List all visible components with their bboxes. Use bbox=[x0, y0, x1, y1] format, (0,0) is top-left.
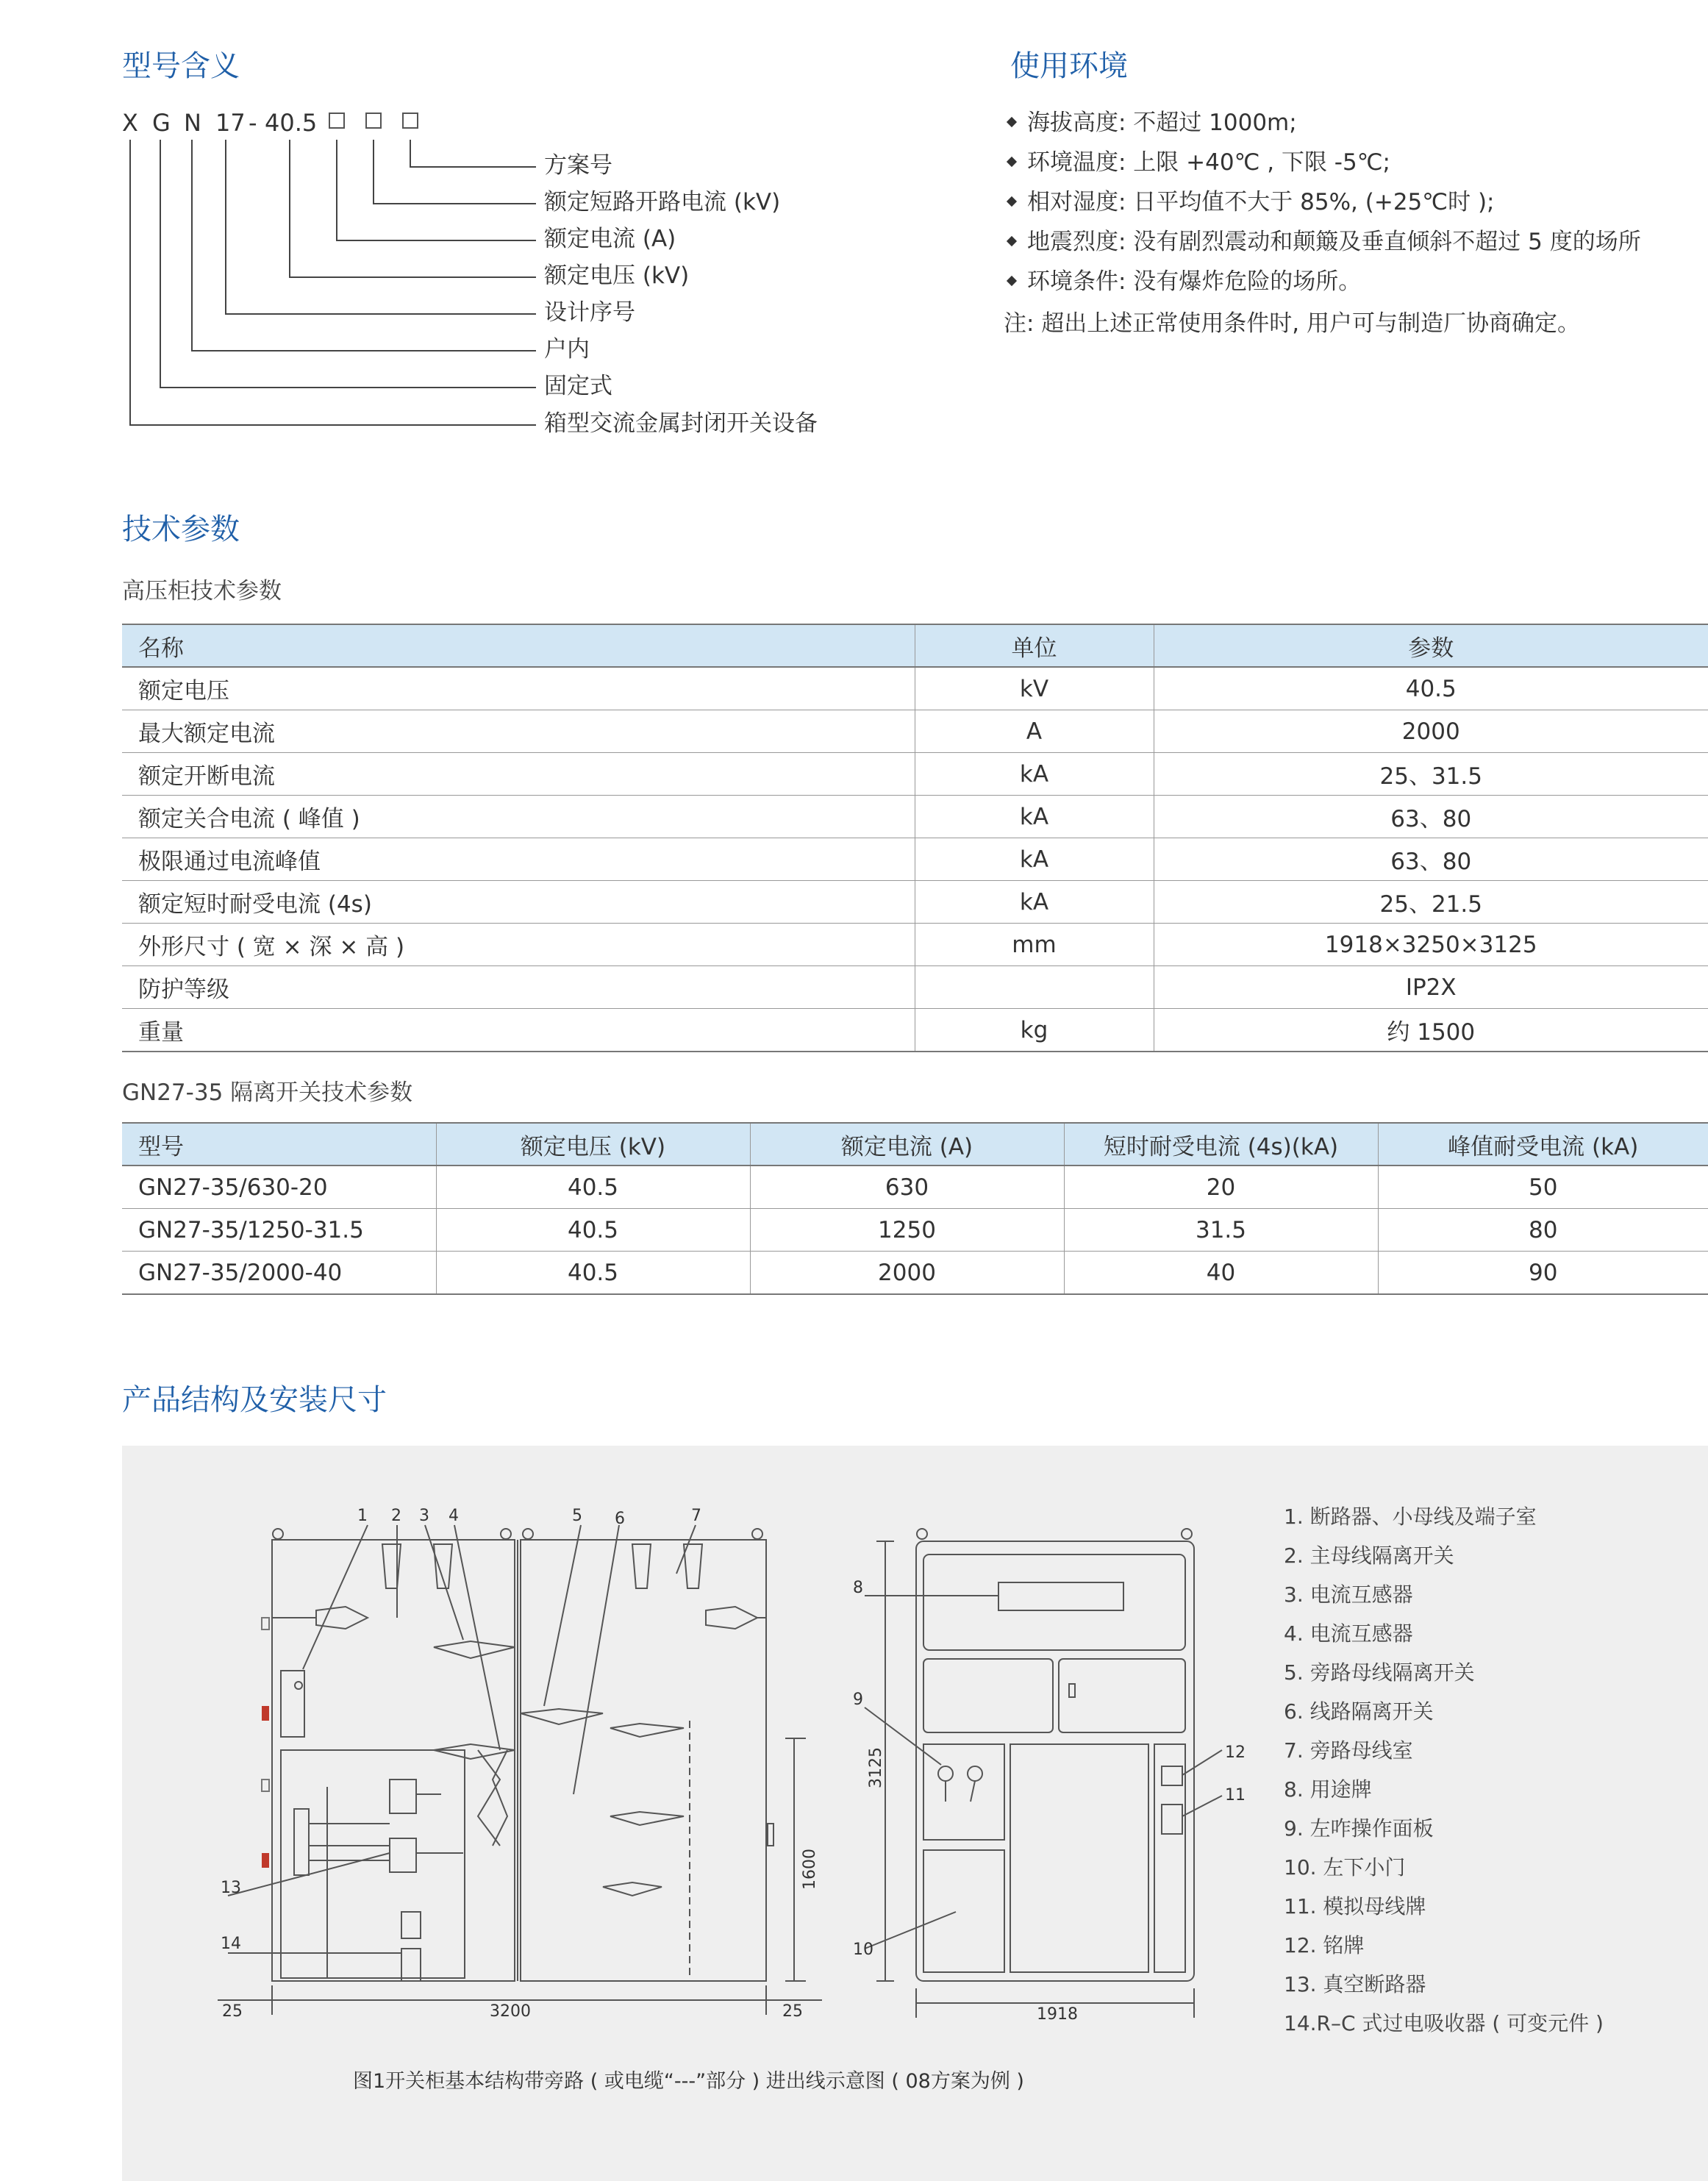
environment-title: 使用环境 bbox=[1010, 49, 1128, 83]
bullet-icon bbox=[1007, 236, 1017, 246]
dim-margin-right: 25 bbox=[782, 2002, 803, 2021]
env-item: 地震烈度: 没有剧烈震动和颠簸及垂直倾斜不超过 5 度的场所 bbox=[1004, 222, 1641, 262]
table-row: 外形尺寸 ( 宽 × 深 × 高 ) mm 1918×3250×3125 bbox=[122, 924, 1708, 966]
code-letter-g: G bbox=[152, 109, 171, 137]
code-voltage: 40.5 bbox=[265, 109, 318, 137]
code-label-voltage: 额定电压 (kV) bbox=[544, 263, 690, 289]
leader-2 bbox=[373, 203, 536, 204]
dim-width-total: 3200 bbox=[490, 2002, 531, 2021]
leader-6 bbox=[191, 350, 536, 351]
callout-13: 13 bbox=[221, 1879, 241, 1897]
table-row: 最大额定电流 A 2000 bbox=[122, 710, 1708, 753]
table-row: 防护等级 IP2X bbox=[122, 966, 1708, 1009]
code-letter-x: X bbox=[122, 109, 138, 137]
dim-height-3125: 3125 bbox=[867, 1747, 885, 1788]
code-line-box3 bbox=[410, 140, 411, 167]
code-box-1 bbox=[329, 113, 345, 129]
header-rated-current: 额定电流 (A) bbox=[750, 1123, 1064, 1166]
dim-margin-left: 25 bbox=[222, 2002, 243, 2021]
callout-6: 6 bbox=[615, 1510, 625, 1528]
code-design-no: 17 bbox=[215, 109, 246, 137]
env-item: 环境条件: 没有爆炸危险的场所。 bbox=[1004, 262, 1641, 301]
callout-12: 12 bbox=[1225, 1743, 1246, 1762]
structure-title: 产品结构及安装尺寸 bbox=[122, 1383, 387, 1417]
header-name: 名称 bbox=[122, 624, 915, 667]
bullet-icon bbox=[1007, 117, 1017, 127]
header-model: 型号 bbox=[122, 1123, 436, 1166]
code-label-design-no: 设计序号 bbox=[544, 299, 635, 326]
legend-item: 1. 断路器、小母线及端子室 bbox=[1284, 1504, 1537, 1529]
table-row: 极限通过电流峰值 kA 63、80 bbox=[122, 838, 1708, 881]
legend-item: 13. 真空断路器 bbox=[1284, 1972, 1426, 1996]
tech-params-title: 技术参数 bbox=[122, 513, 240, 546]
callout-9: 9 bbox=[853, 1691, 863, 1709]
legend-item: 6. 线路隔离开关 bbox=[1284, 1699, 1434, 1724]
hv-table-title: 高压柜技术参数 bbox=[122, 578, 282, 604]
code-label-short-circuit: 额定短路开路电流 (kV) bbox=[544, 189, 781, 215]
callout-11: 11 bbox=[1225, 1786, 1246, 1805]
leader-5 bbox=[225, 313, 536, 315]
figure-caption: 图1开关柜基本结构带旁路 ( 或电缆“---”部分 ) 进出线示意图 ( 08方案为例 ) bbox=[353, 2070, 1024, 2093]
header-peak-current: 峰值耐受电流 (kA) bbox=[1378, 1123, 1708, 1166]
legend-item: 2. 主母线隔离开关 bbox=[1284, 1543, 1454, 1568]
code-line-x bbox=[129, 140, 131, 425]
leader-1 bbox=[410, 166, 536, 168]
table-header-row bbox=[122, 1123, 1708, 1166]
env-item: 相对湿度: 日平均值不大于 85%, (+25℃时 ); bbox=[1004, 182, 1641, 222]
callout-4: 4 bbox=[449, 1507, 459, 1525]
dim-height-1600: 1600 bbox=[801, 1849, 819, 1890]
table-row: 额定关合电流 ( 峰值 ) kA 63、80 bbox=[122, 796, 1708, 838]
code-line-design bbox=[225, 140, 226, 314]
code-label-indoor: 户内 bbox=[544, 336, 590, 363]
table-row: GN27-35/1250-31.5 40.5 1250 31.5 80 bbox=[122, 1209, 1708, 1252]
leader-4 bbox=[289, 276, 536, 278]
header-param: 参数 bbox=[1154, 624, 1708, 667]
left-cabinet-outline bbox=[272, 1540, 515, 1981]
code-line-voltage bbox=[289, 140, 290, 277]
legend-item: 5. 旁路母线隔离开关 bbox=[1284, 1660, 1475, 1685]
bullet-icon bbox=[1007, 276, 1017, 286]
callout-7: 7 bbox=[691, 1507, 701, 1525]
leader-8 bbox=[129, 424, 536, 426]
code-label-fixed: 固定式 bbox=[544, 373, 612, 399]
env-item: 环境温度: 上限 +40℃ , 下限 -5℃; bbox=[1004, 143, 1641, 182]
environment-list bbox=[1004, 103, 1641, 301]
callout-5: 5 bbox=[572, 1507, 582, 1525]
table-row: 额定短时耐受电流 (4s) kA 25、21.5 bbox=[122, 881, 1708, 924]
gn-table-title: GN27-35 隔离开关技术参数 bbox=[122, 1079, 413, 1106]
callout-2: 2 bbox=[391, 1507, 401, 1525]
code-box-3 bbox=[402, 113, 418, 129]
code-box-2 bbox=[365, 113, 382, 129]
callout-10: 10 bbox=[853, 1941, 873, 1959]
code-label-box-type: 箱型交流金属封闭开关设备 bbox=[544, 410, 818, 437]
environment-note: 注: 超出上述正常使用条件时, 用户可与制造厂协商确定。 bbox=[1004, 310, 1581, 337]
callout-1: 1 bbox=[357, 1507, 368, 1525]
table-row: GN27-35/2000-40 40.5 2000 40 90 bbox=[122, 1252, 1708, 1295]
legend-item: 11. 模拟母线牌 bbox=[1284, 1894, 1426, 1918]
front-cabinet-outline bbox=[916, 1541, 1194, 1981]
table-row: GN27-35/630-20 40.5 630 20 50 bbox=[122, 1166, 1708, 1209]
callout-8: 8 bbox=[853, 1579, 863, 1597]
code-line-box1 bbox=[336, 140, 337, 240]
callout-14: 14 bbox=[221, 1935, 241, 1953]
env-item: 海拔高度: 不超过 1000m; bbox=[1004, 103, 1641, 143]
callout-3: 3 bbox=[419, 1507, 429, 1525]
table-row: 额定电压 kV 40.5 bbox=[122, 667, 1708, 710]
code-line-box2 bbox=[373, 140, 374, 204]
legend-item: 9. 左咋操作面板 bbox=[1284, 1816, 1434, 1841]
leader-3 bbox=[336, 240, 536, 241]
leader-7 bbox=[160, 387, 536, 388]
table-header-row bbox=[122, 624, 1708, 667]
code-line-g bbox=[160, 140, 161, 388]
legend-item: 8. 用途牌 bbox=[1284, 1777, 1372, 1802]
structure-legend bbox=[1284, 1497, 1604, 2043]
header-short-time-current: 短时耐受电流 (4s)(kA) bbox=[1064, 1123, 1378, 1166]
legend-item: 4. 电流互感器 bbox=[1284, 1621, 1413, 1646]
dim-front-width: 1918 bbox=[1037, 2005, 1078, 2024]
legend-item: 14.R–C 式过电吸收器 ( 可变元件 ) bbox=[1284, 2011, 1604, 2035]
header-rated-voltage: 额定电压 (kV) bbox=[436, 1123, 750, 1166]
gn-spec-table bbox=[122, 1122, 1708, 1295]
table-row: 额定开断电流 kA 25、31.5 bbox=[122, 753, 1708, 796]
legend-item: 10. 左下小门 bbox=[1284, 1855, 1406, 1880]
bullet-icon bbox=[1007, 196, 1017, 207]
switchgear-drawing bbox=[122, 1446, 1269, 2063]
code-label-current: 额定电流 (A) bbox=[544, 226, 676, 252]
code-letter-n: N bbox=[184, 109, 201, 137]
legend-item: 7. 旁路母线室 bbox=[1284, 1738, 1413, 1763]
right-cabinet-outline bbox=[521, 1540, 766, 1981]
header-unit: 单位 bbox=[915, 624, 1154, 667]
legend-item: 3. 电流互感器 bbox=[1284, 1582, 1413, 1607]
table-row: 重量 kg 约 1500 bbox=[122, 1009, 1708, 1052]
code-dash: - bbox=[249, 109, 257, 137]
code-line-n bbox=[191, 140, 193, 351]
hv-spec-table bbox=[122, 624, 1708, 1052]
legend-item: 12. 铭牌 bbox=[1284, 1933, 1365, 1957]
bullet-icon bbox=[1007, 157, 1017, 167]
model-meaning-title: 型号含义 bbox=[122, 49, 240, 83]
code-label-scheme: 方案号 bbox=[544, 152, 612, 179]
